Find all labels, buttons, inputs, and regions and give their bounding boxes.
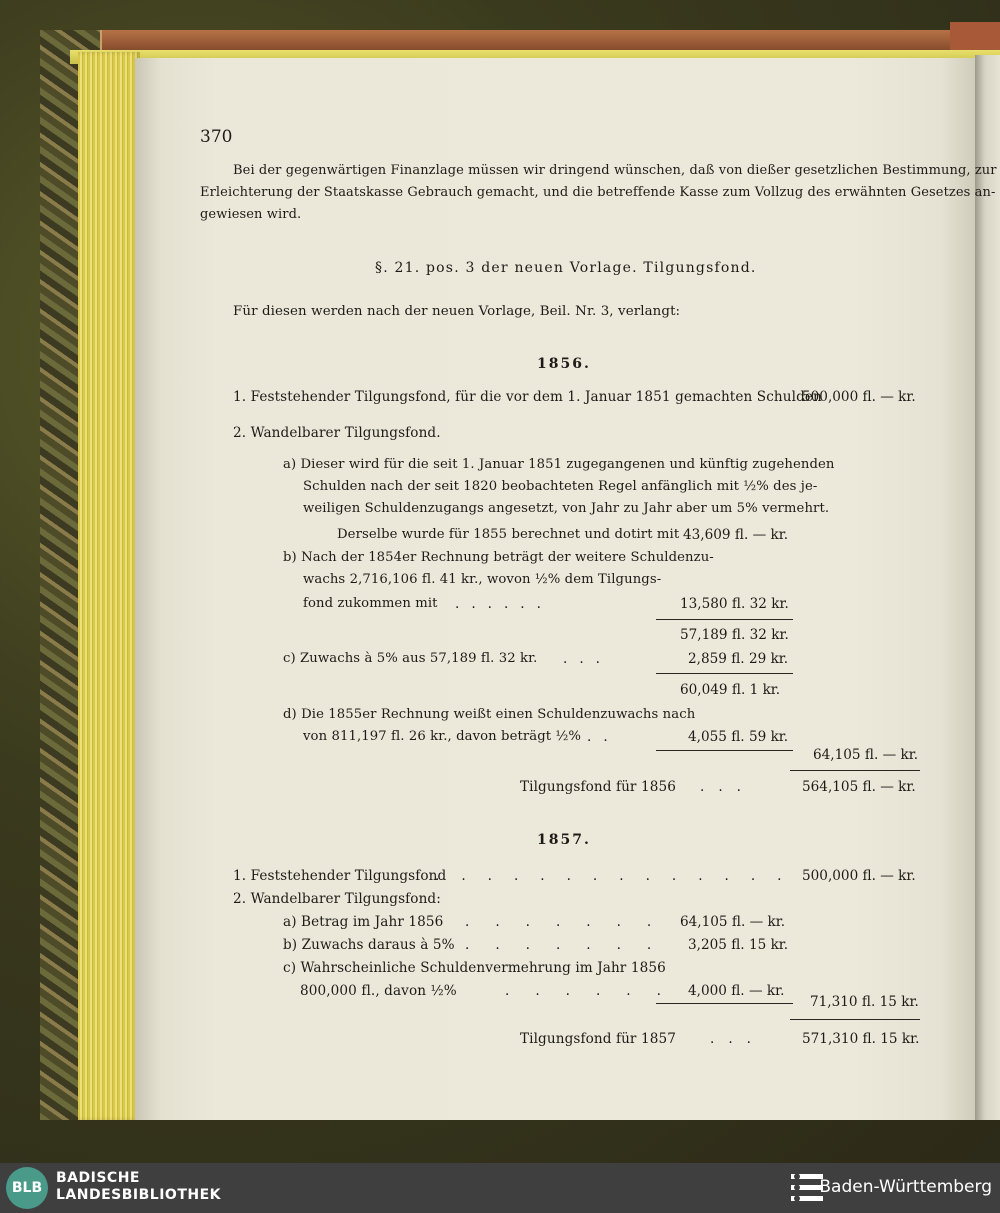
y2-rule-2 xyxy=(790,1019,920,1020)
y2-c-amount: 4,000 fl. — kr. xyxy=(688,983,785,999)
section-subheading: Für diesen werden nach der neuen Vorlage, Beil. Nr. 3, verlangt: xyxy=(233,304,681,319)
y2-item2-label: 2. Wandelbarer Tilgungsfond: xyxy=(233,891,441,907)
y1-b-line-2: wachs 2,716,106 fl. 41 kr., wovon ½% dem Tilgungs- xyxy=(303,572,662,587)
viewer-footer xyxy=(0,1163,1000,1213)
y1-rule-1 xyxy=(656,619,793,620)
blb-logo[interactable]: BLB xyxy=(6,1167,48,1209)
y2-total-amount: 571,310 fl. 15 kr. xyxy=(802,1031,920,1047)
library-name-line-2: LANDESBIBLIOTHEK xyxy=(56,1187,222,1203)
y2-a-leader: ....... xyxy=(465,914,678,930)
y2-c-leader: ...... xyxy=(505,983,687,999)
y2-item1-label: 1. Feststehender Tilgungsfond xyxy=(233,868,447,884)
library-name[interactable] xyxy=(56,1170,221,1204)
y1-item2-label: 2. Wandelbarer Tilgungsfond. xyxy=(233,425,441,441)
state-name[interactable]: Baden-Württemberg xyxy=(819,1177,992,1197)
y2-b-label: b) Zuwachs daraus à 5% xyxy=(283,937,455,953)
y1-b-line-3: fond zukommen mit xyxy=(303,596,438,611)
y1-rule-2 xyxy=(656,673,793,674)
y1-a-line-1: a) Dieser wird für die seit 1. Januar 1851 zugegangenen und künftig zugehenden xyxy=(283,457,835,472)
y1-c-amount: 2,859 fl. 29 kr. xyxy=(688,651,789,667)
year-1856-heading: 1856. xyxy=(537,356,591,372)
y1-item1-label: 1. Feststehender Tilgungsfond, für die vor dem 1. Januar 1851 gemachten Schulden xyxy=(233,389,822,405)
y1-b-line-1: b) Nach der 1854er Rechnung beträgt der weitere Schuldenzu- xyxy=(283,550,714,565)
y2-item1-amount: 500,000 fl. — kr. xyxy=(802,868,916,884)
y1-a-sum-amount: 43,609 fl. — kr. xyxy=(683,527,789,543)
y2-b-leader: ....... xyxy=(465,937,678,953)
page-block-edge xyxy=(78,52,140,1120)
y2-b-amount: 3,205 fl. 15 kr. xyxy=(688,937,789,953)
page-number: 370 xyxy=(200,127,233,147)
y2-c-total: 71,310 fl. 15 kr. xyxy=(810,994,919,1010)
intro-line-3: gewiesen wird. xyxy=(200,207,302,222)
y1-a-line-2: Schulden nach der seit 1820 beobachteten Regel anfänglich mit ½% des je- xyxy=(303,479,818,494)
y1-d-leader: .. xyxy=(587,729,620,745)
y1-subtotal-2: 60,049 fl. 1 kr. xyxy=(680,682,781,698)
y1-rule-3 xyxy=(656,750,793,751)
year-1857-heading: 1857. xyxy=(537,832,591,848)
y1-c-label: c) Zuwachs à 5% aus 57,189 fl. 32 kr. xyxy=(283,651,538,666)
y1-d-line-1: d) Die 1855er Rechnung weißt einen Schuldenzuwachs nach xyxy=(283,707,696,722)
y2-a-label: a) Betrag im Jahr 1856 xyxy=(283,914,444,930)
y2-total-label: Tilgungsfond für 1857 xyxy=(520,1031,676,1047)
section-heading: §. 21. pos. 3 der neuen Vorlage. Tilgungsfond. xyxy=(375,260,757,276)
y1-c-leader: ... xyxy=(563,651,612,667)
library-name-line-1: BADISCHE xyxy=(56,1170,140,1186)
y2-c-line-1: c) Wahrscheinliche Schuldenvermehrung im Jahr 1856 xyxy=(283,960,666,976)
y1-rule-4 xyxy=(790,770,920,771)
y2-total-leader: ... xyxy=(710,1031,765,1047)
intro-line-1: Bei der gegenwärtigen Finanzlage müssen wir dringend wünschen, daß von dießer gesetzlichen Bestimmung, zur xyxy=(233,163,997,178)
y2-item1-leader: .............. xyxy=(435,868,804,884)
y2-a-amount: 64,105 fl. — kr. xyxy=(680,914,786,930)
intro-line-2: Erleichterung der Staatskasse Gebrauch gemacht, und die betreffende Kasse zum Vollzug des erwähnten Gesetzes an- xyxy=(200,185,996,200)
y2-rule-1 xyxy=(656,1003,793,1004)
y1-d-amount: 4,055 fl. 59 kr. xyxy=(688,729,789,745)
y1-total-leader: ... xyxy=(700,779,755,795)
y1-subtotal-1: 57,189 fl. 32 kr. xyxy=(680,627,789,643)
facing-page-edge xyxy=(975,55,1000,1120)
y1-a-line-3: weiligen Schuldenzugangs angesetzt, von Jahr zu Jahr aber um 5% vermehrt. xyxy=(303,501,830,516)
y1-total-amount: 564,105 fl. — kr. xyxy=(802,779,916,795)
y1-d-total: 64,105 fl. — kr. xyxy=(813,747,919,763)
y1-total-label: Tilgungsfond für 1856 xyxy=(520,779,676,795)
y1-b-amount: 13,580 fl. 32 kr. xyxy=(680,596,789,612)
y1-a-sum-label: Derselbe wurde für 1855 berechnet und dotirt mit xyxy=(337,527,680,542)
y2-c-line-2: 800,000 fl., davon ½% xyxy=(300,983,457,999)
y1-b-leader: ...... xyxy=(455,596,553,612)
y1-d-line-2: von 811,197 fl. 26 kr., davon beträgt ½% xyxy=(303,729,582,744)
y1-item1-amount: 500,000 fl. — kr. xyxy=(802,389,916,405)
book-page xyxy=(135,58,997,1120)
